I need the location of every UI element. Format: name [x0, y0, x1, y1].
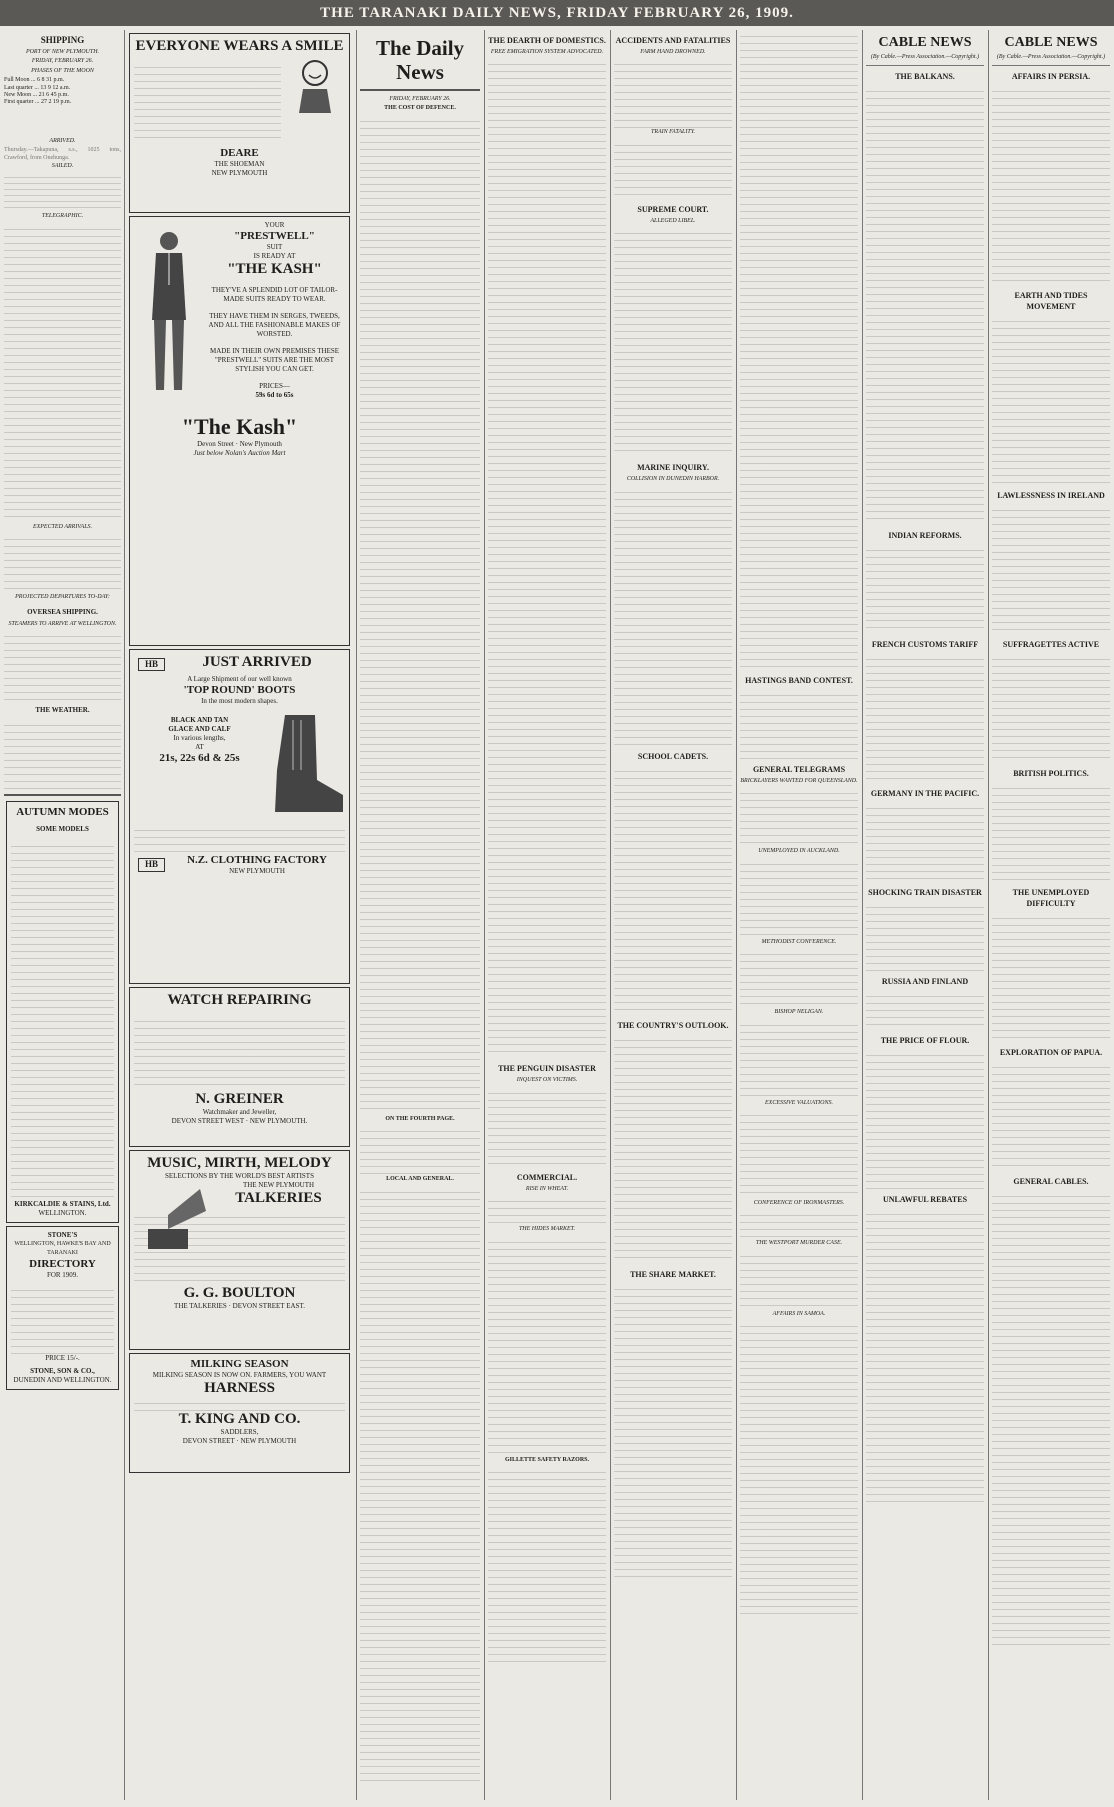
farm-heading: FARM HAND DROWNED.	[640, 49, 706, 55]
indian-heading: INDIAN REFORMS.	[888, 531, 962, 541]
kash-prices-label: PRICES—	[259, 382, 290, 390]
marine-heading: MARINE INQUIRY.	[637, 463, 709, 473]
column-rule	[610, 30, 611, 1800]
text-block	[11, 1284, 114, 1354]
directory-heading: DIRECTORY	[29, 1258, 96, 1271]
general-cables-heading: GENERAL CABLES.	[1013, 1177, 1089, 1187]
kash-devon: Devon Street	[197, 440, 234, 448]
some-models-heading: SOME MODELS	[36, 825, 89, 834]
bishop-heading: BISHOP NELIGAN.	[774, 1009, 824, 1016]
king-trade: SADDLERS,	[220, 1428, 259, 1436]
commercial-heading: COMMERCIAL.	[516, 1172, 578, 1182]
hb-logo: HB	[138, 658, 165, 671]
deare-name: DEARE	[220, 147, 259, 159]
text-block	[614, 227, 732, 457]
masthead: THE TARANAKI DAILY NEWS, FRIDAY FEBRUARY 26, 1909.	[0, 0, 1114, 26]
train-heading: TRAIN FATALITY.	[650, 129, 695, 136]
kash-ad	[129, 216, 350, 646]
text-block	[4, 719, 121, 789]
divider	[360, 89, 480, 91]
defence-heading: THE COST OF DEFENCE.	[384, 105, 456, 112]
kirkcaldie-name: KIRKCALDIE & STAINS, Ltd.	[14, 1200, 111, 1209]
text-block	[992, 504, 1110, 634]
divider	[866, 65, 984, 66]
boulton-address: THE TALKERIES · DEVON STREET EAST.	[174, 1302, 305, 1310]
text-block	[740, 1250, 858, 1310]
kash-prices: 59s 6d to 65s	[255, 391, 294, 399]
persia-heading: AFFAIRS IN PERSIA.	[1011, 72, 1091, 82]
port-heading: PORT OF NEW PLYMOUTH.	[25, 49, 100, 55]
cable-news-heading: CABLE NEWS	[878, 35, 972, 50]
arrived-heading: ARRIVED.	[49, 137, 76, 144]
directory-ad	[6, 1226, 119, 1390]
large-shipment: A Large Shipment of our well known	[187, 675, 292, 684]
column-6	[740, 30, 858, 1800]
watch-heading: WATCH REPAIRING	[167, 992, 312, 1008]
text-block	[866, 544, 984, 634]
cable-news-heading-2: CABLE NEWS	[1004, 35, 1098, 50]
russia-heading: RUSSIA AND FINLAND	[881, 977, 969, 987]
column-rule	[736, 30, 737, 1800]
boot-prices: 21s, 22s 6d & 25s	[159, 752, 240, 765]
suffragettes-heading: SUFFRAGETTES ACTIVE	[1002, 640, 1100, 650]
text-block	[4, 223, 121, 523]
train-disaster-heading: SHOCKING TRAIN DISASTER	[868, 888, 982, 898]
flour-heading: THE PRICE OF FLOUR.	[880, 1036, 970, 1046]
text-block	[360, 115, 480, 1115]
text-block	[740, 1019, 858, 1099]
lawless-heading: LAWLESSNESS IN IRELAND	[997, 491, 1105, 501]
text-block	[740, 689, 858, 759]
talkeries-ad	[129, 1150, 350, 1350]
divider	[992, 65, 1110, 66]
penguin-heading: THE PENGUIN DISASTER	[498, 1064, 596, 1074]
column-ads	[127, 30, 352, 1800]
unemployed-heading: UNEMPLOYED IN AUCKLAND.	[758, 848, 840, 855]
french-heading: FRENCH CUSTOMS TARIFF	[871, 640, 979, 650]
text-block	[4, 630, 121, 700]
libel-heading: ALLEGED LIBEL.	[650, 217, 696, 224]
germany-heading: GERMANY IN THE PACIFIC.	[870, 789, 980, 799]
stone-son-city: DUNEDIN AND WELLINGTON.	[13, 1376, 112, 1385]
kash-np: New Plymouth	[239, 440, 282, 448]
modern-shapes: In the most modern shapes.	[201, 697, 278, 706]
dearth-heading: THE DEARTH OF DOMESTICS.	[488, 36, 606, 45]
editorial-masthead	[360, 36, 480, 84]
text-block	[740, 30, 858, 670]
text-block	[992, 782, 1110, 882]
text-block	[866, 1208, 984, 1508]
text-block	[614, 486, 732, 746]
text-block	[740, 787, 858, 847]
westport-heading: THE WESTPORT MURDER CASE.	[755, 1240, 843, 1247]
kash-ready: IS READY AT	[253, 252, 296, 260]
share-heading: THE SHARE MARKET.	[630, 1269, 716, 1279]
valuations-heading: EXCESSIVE VALUATIONS.	[765, 1099, 833, 1106]
column-8	[992, 30, 1110, 1800]
greiner-name: N. GREINER	[195, 1091, 284, 1107]
milking-text: MILKING SEASON IS NOW ON. FARMERS, YOU WANT	[152, 1371, 327, 1379]
free-heading: FREE EMIGRATION SYSTEM ADVOCATED.	[490, 49, 604, 55]
moon-row: First quarter ... 27 2 19 p.m.	[4, 99, 72, 106]
boulton-street: DEVON STREET EAST.	[232, 1302, 305, 1310]
boy-illustration-icon	[285, 55, 345, 115]
copyright-line-2: (By Cable.—Press Association.—Copyright.)	[996, 54, 1106, 60]
hb-logo-bottom: HB	[138, 858, 165, 871]
filler-text	[4, 107, 121, 137]
harness-ad	[129, 1353, 350, 1473]
text-block	[866, 85, 984, 525]
text-block	[866, 990, 984, 1030]
text-block	[4, 533, 121, 593]
music-heading: MUSIC, MIRTH, MELODY	[147, 1155, 332, 1171]
wheat-heading: RISE IN WHEAT.	[525, 1185, 569, 1192]
politics-heading: BRITISH POLITICS.	[1013, 769, 1089, 779]
greiner-trade: Watchmaker and Jeweller,	[202, 1108, 277, 1116]
unemployed-difficulty-heading: THE UNEMPLOYED DIFFICULTY	[1012, 888, 1090, 909]
weather-heading: THE WEATHER.	[35, 706, 90, 715]
ironmasters-heading: CONFERENCE OF IRONMASTERS.	[753, 1200, 845, 1207]
moon-row: Full Moon ... 6 8 31 p.m.	[4, 77, 65, 84]
nz-clothing: N.Z. CLOTHING FACTORY	[187, 854, 327, 867]
text-block	[488, 1236, 606, 1456]
text-block	[614, 1283, 732, 1583]
column-rule	[356, 30, 357, 1800]
text-block	[740, 948, 858, 1008]
kash-street: Devon Street · New Plymouth	[197, 440, 282, 448]
earth-heading: EARTH AND TIDES MOVEMENT	[1014, 291, 1088, 312]
text-block	[740, 1320, 858, 1620]
autumn-modes-ad	[6, 801, 119, 1223]
column-5	[614, 30, 732, 1800]
boulton-name: G. G. BOULTON	[183, 1285, 296, 1301]
top-round: 'TOP ROUND' BOOTS	[183, 684, 296, 697]
text-block	[866, 1049, 984, 1189]
papua-heading: EXPLORATION OF PAPUA.	[999, 1048, 1103, 1058]
watch-ad	[129, 987, 350, 1147]
kash-suit: SUIT	[266, 243, 283, 251]
music-selections: SELECTIONS BY THE WORLD'S BEST ARTISTS	[165, 1172, 314, 1180]
kash-prestwell: "PRESTWELL"	[234, 230, 315, 242]
kash-splendid: THEY'VE A SPLENDID LOT OF TAILOR-MADE SUITS READY TO WEAR.	[211, 286, 338, 303]
directory-price: PRICE 15/-.	[45, 1354, 80, 1363]
editorial-the: The	[375, 36, 411, 60]
inquest-heading: INQUEST ON VICTIMS.	[516, 1077, 578, 1084]
column-7	[866, 30, 984, 1800]
text-block	[866, 901, 984, 971]
telegraphic-heading: TELEGRAPHIC.	[41, 213, 84, 220]
column-rule	[124, 30, 125, 1800]
column-4	[488, 30, 606, 1800]
collision-heading: COLLISION IN DUNEDIN HARBOR.	[626, 476, 720, 483]
talkeries-heading: TALKERIES	[235, 1190, 322, 1206]
local-heading: LOCAL AND GENERAL.	[386, 1176, 454, 1183]
text-block	[134, 1397, 345, 1411]
just-arrived: JUST ARRIVED	[202, 654, 312, 670]
autumn-heading: AUTUMN MODES	[16, 806, 109, 819]
text-block	[992, 315, 1110, 485]
lengths: In various lengths,	[173, 734, 226, 743]
milking-heading: MILKING SEASON	[190, 1358, 289, 1370]
column-shipping	[4, 30, 121, 1800]
text-block	[992, 1061, 1110, 1171]
moon-table	[4, 77, 121, 107]
moon-row: New Moon ... 21 6 45 p.m.	[4, 92, 69, 99]
directory-year: FOR 1909.	[46, 1271, 79, 1280]
kash-made: MADE IN THEIR OWN PREMISES THESE "PRESTWELL" SUITS ARE THE MOST STYLISH YOU CAN GET.	[209, 347, 340, 373]
kirkcaldie-city: WELLINGTON.	[38, 1209, 87, 1218]
date-line: FRIDAY, FEBRUARY 26.	[31, 58, 94, 65]
harness-heading: HARNESS	[204, 1380, 275, 1396]
kash-your: YOUR	[264, 221, 285, 229]
text-block	[866, 653, 984, 783]
divider	[4, 794, 121, 796]
text-block	[992, 912, 1110, 1042]
stones-heading: STONE'S	[47, 1231, 78, 1240]
text-block	[992, 85, 1110, 285]
deare-city: NEW PLYMOUTH	[211, 169, 268, 177]
text-block	[360, 1186, 480, 1786]
text-block	[740, 1209, 858, 1239]
stones-region: WELLINGTON, HAWKE'S BAY AND TARANAKI	[14, 1241, 111, 1257]
text-block	[614, 1034, 732, 1264]
moon-row: Last quarter ... 13 9 12 a.m.	[4, 84, 71, 91]
column-editorial	[360, 30, 480, 1800]
kash-logo: "The Kash"	[181, 414, 298, 439]
black-tan: BLACK AND TAN	[170, 716, 229, 725]
nz-clothing-city: NEW PLYMOUTH	[229, 867, 285, 876]
gillette-heading: GILLETTE SAFETY RAZORS.	[505, 1456, 589, 1463]
text-block	[614, 765, 732, 1015]
glace-calf: GLACE AND CALF	[168, 725, 231, 734]
greiner-city: NEW PLYMOUTH.	[249, 1117, 308, 1125]
gramophone-icon	[138, 1185, 208, 1255]
text-block	[11, 840, 114, 1200]
king-city: NEW PLYMOUTH	[240, 1437, 297, 1445]
copyright-line: (By Cable.—Press Association.—Copyright.)	[870, 54, 980, 60]
text-block	[488, 58, 606, 1058]
deare-headline: EVERYONE WEARS A SMILE	[135, 38, 344, 54]
rebates-heading: UNLAWFUL REBATES	[882, 1195, 968, 1205]
column-rule	[484, 30, 485, 1800]
bricklayers-heading: BRICKLAYERS WANTED FOR QUEENSLAND.	[740, 778, 858, 784]
supreme-heading: SUPREME COURT.	[637, 204, 709, 214]
cadets-heading: SCHOOL CADETS.	[637, 751, 709, 761]
sailed-heading: SAILED.	[51, 163, 74, 170]
outlook-heading: THE COUNTRY'S OUTLOOK.	[617, 1020, 729, 1030]
oversea-heading: OVERSEA SHIPPING.	[27, 607, 98, 616]
text-block	[992, 653, 1110, 763]
column-rule	[862, 30, 863, 1800]
samoa-heading: AFFAIRS IN SAMOA.	[772, 1310, 826, 1317]
text-block	[614, 58, 732, 128]
suit-illustration-icon	[134, 225, 204, 395]
king-street: DEVON STREET	[182, 1437, 235, 1445]
fourth-page-heading: ON THE FOURTH PAGE.	[385, 1115, 455, 1122]
deare-ad	[129, 33, 350, 213]
greiner-address: DEVON STREET WEST · NEW PLYMOUTH.	[171, 1117, 308, 1125]
text-block	[866, 802, 984, 882]
expected-heading: EXPECTED ARRIVALS.	[32, 523, 93, 530]
king-name: T. KING AND CO.	[178, 1411, 301, 1427]
text-block	[614, 139, 732, 199]
text-block	[740, 858, 858, 938]
at-label: AT	[195, 743, 204, 752]
text-block	[488, 1195, 606, 1225]
column-rule	[988, 30, 989, 1800]
hastings-heading: HASTINGS BAND CONTEST.	[745, 676, 853, 685]
text-block	[740, 1109, 858, 1199]
text-block	[488, 1466, 606, 1666]
text-block	[134, 1015, 345, 1085]
steamers-heading: STEAMERS TO ARRIVE AT WELLINGTON.	[8, 620, 117, 627]
kash-nolan: Just below Nolan's Auction Mart	[193, 449, 286, 457]
clothing-factory-ad	[129, 649, 350, 984]
accidents-heading: ACCIDENTS AND FATALITIES	[615, 36, 731, 45]
projected-heading: PROJECTED DEPARTURES TO-DAY:	[15, 594, 110, 601]
methodist-heading: METHODIST CONFERENCE.	[761, 938, 837, 945]
moon-heading: PHASES OF THE MOON	[31, 67, 94, 74]
balkans-heading: THE BALKANS.	[895, 72, 955, 82]
kash-serges: THEY HAVE THEM IN SERGES, TWEEDS, AND ALL THE FASHIONABLE MAKES OF WORSTED.	[208, 312, 341, 338]
editorial-title: Daily News	[396, 36, 465, 84]
greiner-street: DEVON STREET WEST	[171, 1117, 244, 1125]
text-block	[4, 172, 121, 212]
telegrams-heading: GENERAL TELEGRAMS	[752, 765, 846, 774]
stone-son-name: STONE, SON & CO.,	[30, 1367, 95, 1376]
text-block	[488, 1087, 606, 1167]
boulton-shop: THE TALKERIES	[174, 1302, 227, 1310]
text-block	[134, 61, 281, 141]
kash-name: "THE KASH"	[227, 261, 322, 277]
shipping-heading: SHIPPING	[40, 35, 85, 45]
text-block	[134, 824, 345, 854]
hides-heading: THE HIDES MARKET.	[518, 1226, 576, 1233]
editorial-date: FRIDAY, FEBRUARY 26.	[389, 96, 451, 102]
arrived-text: Thursday.—Takapuna, s.s., 1025 tons, Crawford, from Onehunga.	[4, 147, 121, 161]
text-block	[992, 1190, 1110, 1650]
new-plymouth-label: THE NEW PLYMOUTH	[242, 1181, 315, 1189]
deare-shoeman: THE SHOEMAN	[214, 160, 265, 168]
king-address: DEVON STREET · NEW PLYMOUTH	[182, 1437, 297, 1445]
text-block	[360, 1125, 480, 1175]
boot-illustration-icon	[265, 710, 345, 820]
